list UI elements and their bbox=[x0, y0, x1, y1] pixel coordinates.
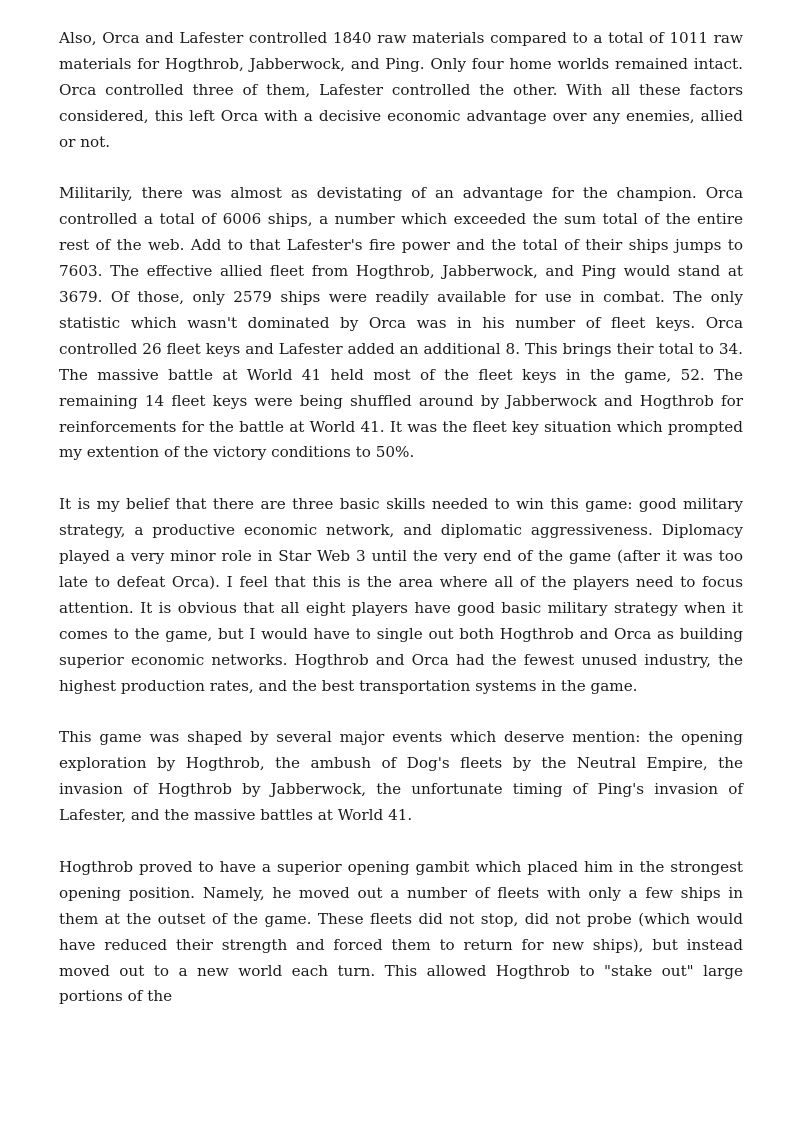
paragraph-economic-advantage: Also, Orca and Lafester controlled 1840 raw materials compared to a total of 1011 raw materials for Hogthrob, Jabberwock, and Ping. Only four home worlds remained intact. Orca controlled three of them, Lafester controlled the other. With all these factors considered, this left Orca with a decisive economic advantage over any enemies, allied or not. bbox=[59, 29, 743, 151]
paragraph-opening-gambit: Hogthrob proved to have a superior opening gambit which placed him in the strongest opening position. Namely, he moved out a number of fleets with only a few ships in them at the outset of the game. These fleets did not stop, did not probe (which would have reduced their strength and forced them to return for new ships), but instead moved out to a new world each turn. This allowed Hogthrob to "stake out" large portions of the bbox=[59, 857, 743, 1006]
paragraph-basic-skills: It is my belief that there are three basic skills needed to win this game: good military strategy, a productive economic network, and diplomatic aggressiveness. Diplomacy played a very minor role in Star Web 3 until the very end of the game (after it was too late to defeat Orca). I feel that this is the area where all of the players need to focus attention. It is obvious that all eight players have good basic military strategy when it comes to the game, but I would have to single out both Hogthrob and Orca as building superior economic networks. Hogthrob and Orca had the fewest unused industry, the highest production rates, and the best transportation systems in the game. bbox=[59, 495, 743, 695]
document-page bbox=[59, 26, 743, 1010]
paragraph-military-advantage: Militarily, there was almost as devistating of an advantage for the champion. Orca controlled a total of 6006 ships, a number which exceeded the sum total of the entire rest of the web. Add to that Lafester's fire power and the total of their ships jumps to 7603. The effective allied fleet from Hogthrob, Jabberwock, and Ping would stand at 3679. Of those, only 2579 ships were readily available for use in combat. The only statistic which wasn't dominated by Orca was in his number of fleet keys. Orca controlled 26 fleet keys and Lafester added an additional 8. This brings their total to 34. The massive battle at World 41 held most of the fleet keys in the game, 52. The remaining 14 fleet keys were being shuffled around by Jabberwock and Hogthrob for reinforcements for the battle at World 41. It was the fleet key situation which prompted my extention of the victory conditions to 50%. bbox=[59, 184, 743, 462]
paragraph-major-events: This game was shaped by several major events which deserve mention: the opening exploration by Hogthrob, the ambush of Dog's fleets by the Neutral Empire, the invasion of Hogthrob by Jabberwock, the unfortunate timing of Ping's invasion of Lafester, and the massive battles at World 41. bbox=[59, 728, 743, 825]
